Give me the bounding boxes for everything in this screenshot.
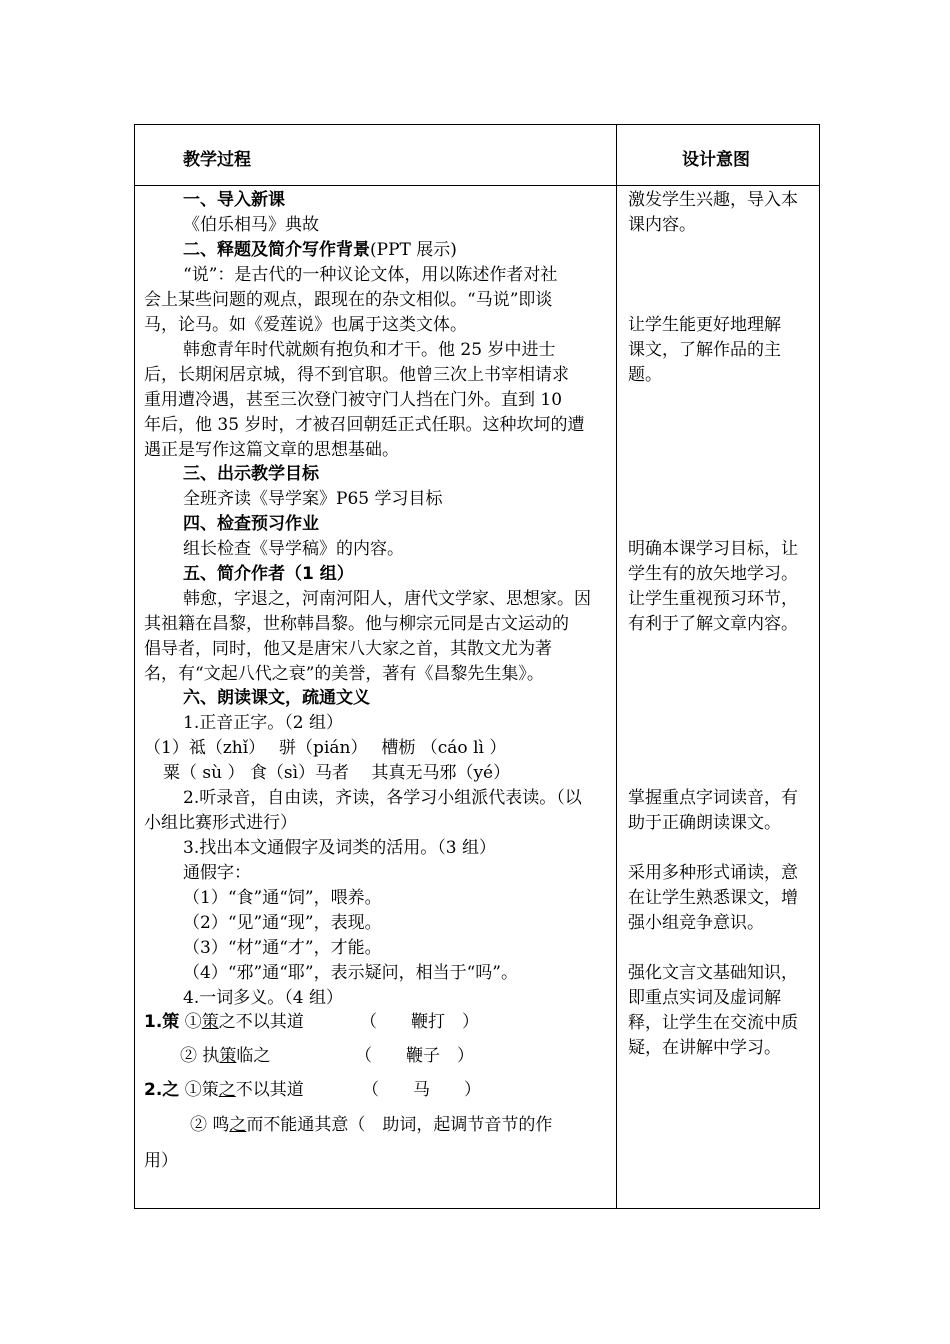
- header-design-intent: 设计意图: [682, 150, 750, 170]
- section-5-para-line: 其祖籍在昌黎，世称韩昌黎。他与柳宗元同是古文运动的: [144, 614, 569, 634]
- section-5-para-line: 倡导者，同时，他又是唐宋八大家之首，其散文尤为著: [144, 639, 552, 659]
- intent-6-line: 释，让学生在交流中质: [628, 1013, 798, 1033]
- section-5-title: 五、简介作者（1 组）: [183, 564, 354, 584]
- intent-2-line: 课文，了解作品的主: [628, 340, 781, 360]
- intent-6-line: 疑，在讲解中学习。: [628, 1038, 781, 1058]
- intent-2-line: 让学生能更好地理解: [628, 315, 781, 335]
- header-divider: [134, 185, 820, 186]
- tongjiazi-item: （4）“邪”通“耶”，表示疑问，相当于“吗”。: [183, 963, 518, 983]
- item-number: ② 执: [180, 1046, 220, 1066]
- intent-3-line: 有利于了解文章内容。: [628, 614, 798, 634]
- item-number: ①策: [184, 1080, 219, 1100]
- intent-4-line: 助于正确朗读课文。: [628, 813, 781, 833]
- polysemy-zhi-row-1: [144, 1078, 304, 1103]
- intent-3-line: 明确本课学习目标，让: [628, 539, 798, 559]
- section-6-title: 六、朗读课文，疏通文义: [183, 688, 370, 708]
- intent-1-line: 课内容。: [628, 215, 696, 235]
- polysemy-ce-row-1: [144, 1010, 304, 1035]
- section-2-para2-line: 年后，他 35 岁时，才被召回朝廷正式任职。这种坎坷的遭: [144, 415, 585, 435]
- section-2-title: 二、释题及简介写作背景: [183, 240, 370, 260]
- polysemy-ce-meaning-1: （ 鞭打 ）: [360, 1012, 479, 1032]
- pronunciation-task: 1.正音正字。（2 组）: [183, 713, 343, 733]
- section-3-text: 全班齐读《导学案》P65 学习目标: [183, 489, 443, 509]
- intent-6-line: 强化文言文基础知识，: [628, 963, 798, 983]
- tongjiazi-label: 通假字：: [183, 863, 251, 883]
- tongjiazi-task: 3.找出本文通假字及词类的活用。（3 组）: [183, 838, 496, 858]
- key-word: 策: [201, 1012, 219, 1032]
- polysemy-zhi-meaning-1: （ 马 ）: [362, 1080, 481, 1100]
- item-number: ①: [184, 1012, 202, 1032]
- intent-6-line: 即重点实词及虚词解: [628, 988, 781, 1008]
- item-number: ② 鸣: [190, 1115, 230, 1135]
- section-2-note: (PPT 展示): [370, 240, 457, 260]
- section-2-para1-line: “说”：是古代的一种议论文体，用以陈述作者对社: [183, 265, 558, 285]
- key-word: 之: [218, 1080, 236, 1100]
- pronunciation-line-2: 粟（ sù ） 食（sì）马者 其真无马邪（yé）: [163, 763, 511, 783]
- section-4-title: 四、检查预习作业: [183, 514, 319, 534]
- header-teaching-process: 教学过程: [183, 150, 251, 170]
- section-2-para2-line: 后，长期闲居京城，得不到官职。他曾三次上书宰相请求: [144, 365, 569, 385]
- polysemy-task: 4.一词多义。（4 组）: [183, 988, 343, 1008]
- sentence-text: 而不能通其意（ 助词，起调节音节的作: [246, 1115, 553, 1135]
- section-3-title: 三、出示教学目标: [183, 464, 319, 484]
- section-2-para2-line: 遇正是写作这篇文章的思想基础。: [144, 440, 399, 460]
- section-1-title: 一、导入新课: [183, 190, 285, 210]
- tongjiazi-item: （2）“见”通“现”，表现。: [183, 913, 382, 933]
- sentence-text: 之不以其道: [218, 1012, 304, 1032]
- sentence-text: 临之: [236, 1046, 271, 1066]
- section-5-para-line: 韩愈，字退之，河南河阳人，唐代文学家、思想家。因: [183, 589, 591, 609]
- intent-5-line: 采用多种形式诵读，意: [628, 863, 798, 883]
- polysemy-zhi-row-2: [190, 1113, 552, 1138]
- polysemy-ce-meaning-2: （ 鞭子 ）: [355, 1046, 474, 1066]
- intent-5-line: 在让学生熟悉课文，增: [628, 888, 798, 908]
- section-5-para-line: 名，有“文起八代之衰”的美誉，著有《昌黎先生集》。: [144, 664, 544, 684]
- tongjiazi-item: （3）“材”通“才”，才能。: [183, 938, 382, 958]
- section-1-text: 《伯乐相马》典故: [183, 215, 319, 235]
- intent-5-line: 强小组竞争意识。: [628, 913, 764, 933]
- polysemy-ce-label: 1.策: [144, 1012, 180, 1032]
- polysemy-ce-row-2: [180, 1044, 270, 1069]
- polysemy-zhi-label: 2.之: [144, 1080, 180, 1100]
- key-word: 之: [229, 1115, 247, 1135]
- intent-4-line: 掌握重点字词读音，有: [628, 788, 798, 808]
- sentence-text: 不以其道: [235, 1080, 304, 1100]
- section-2-heading: [183, 238, 457, 263]
- column-divider: [616, 124, 617, 1209]
- intent-2-line: 题。: [628, 365, 662, 385]
- intent-3-line: 学生有的放矢地学习。: [628, 564, 798, 584]
- key-word: 策: [219, 1046, 237, 1066]
- tongjiazi-item: （1）“食”通“饲”，喂养。: [183, 888, 382, 908]
- intent-1-line: 激发学生兴趣，导入本: [628, 190, 798, 210]
- polysemy-zhi-tail: 用）: [144, 1151, 178, 1171]
- intent-3-line: 让学生重视预习环节，: [628, 589, 798, 609]
- section-4-text: 组长检查《导学稿》的内容。: [183, 539, 404, 559]
- section-2-para1-line: 会上某些问题的观点，跟现在的杂文相似。“马说”即谈: [144, 290, 553, 310]
- pronunciation-line-1: （1）祗（zhǐ） 骈（pián） 槽枥 （cáo lì ）: [144, 738, 507, 758]
- reading-task-line: 2.听录音，自由读，齐读，各学习小组派代表读。（以: [183, 788, 582, 808]
- reading-task-line: 小组比赛形式进行）: [144, 813, 297, 833]
- section-2-para1-line: 马，论马。如《爱莲说》也属于这类文体。: [144, 315, 467, 335]
- section-2-para2-line: 重用遭冷遇，甚至三次登门被守门人挡在门外。直到 10: [144, 390, 563, 410]
- section-2-para2-line: 韩愈青年时代就颇有抱负和才干。他 25 岁中进士: [183, 340, 556, 360]
